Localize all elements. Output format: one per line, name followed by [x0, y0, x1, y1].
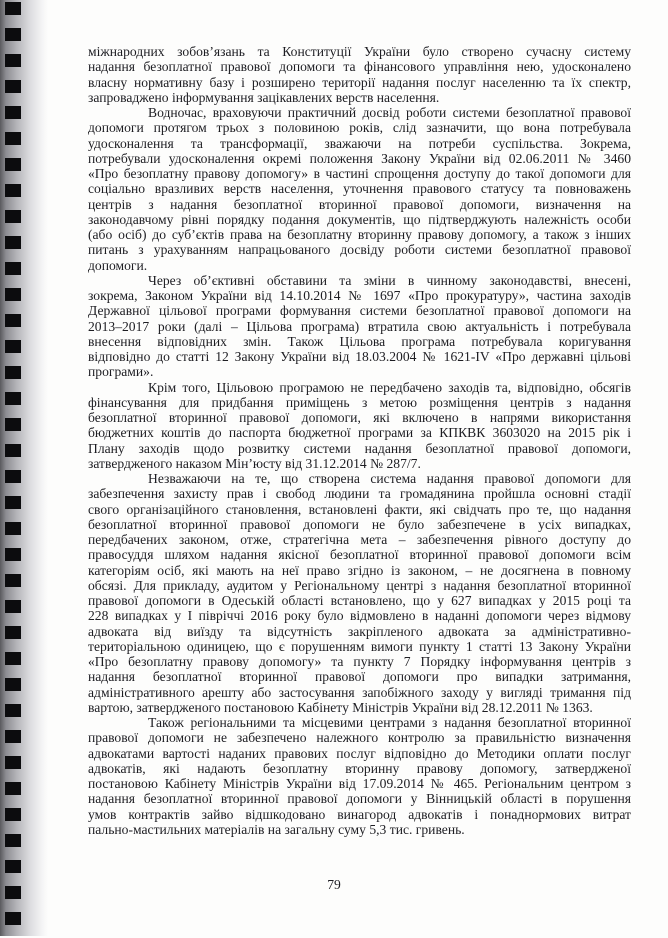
text-line: пально-мастильних матеріалів на загальну суму 5,3 тис. гривень.	[88, 821, 465, 837]
text-line: адвокатами вартості наданих правових послуг відповідно до Методики оплати послуг	[88, 745, 631, 761]
text-line: Плану заходів щодо розвитку системи надання безоплатної правової допомоги,	[88, 440, 631, 456]
text-line: безоплатної вторинної правової допомоги не було забезпечене в усіх випадках,	[88, 516, 631, 532]
text-line: адвоката від виїзду та відсутність закріпленого адвоката за адміністративно-	[88, 623, 631, 639]
text-line: Крім того, Цільовою програмою не передбачено заходів та, відповідно, обсягів	[148, 379, 631, 395]
paragraph	[88, 471, 631, 715]
text-line: затвердженого наказом Мін’юсту від 31.12.2014 № 287/7.	[88, 455, 421, 471]
text-line: допомоги.	[88, 257, 148, 273]
text-line: законодавчому рівні порядку подання документів, що підтверджують належність особи	[88, 211, 631, 227]
text-line: зокрема, Законом України від 14.10.2014 № 1697 «Про прокуратуру», частина заходів	[88, 288, 631, 303]
text-line: передбачених законом, отже, стратегічна мета – забезпечення рівного доступу до	[88, 532, 631, 547]
paragraph	[88, 715, 631, 837]
text-line: потребували удосконалення окремі положення Закону України від 02.06.2011 № 3460	[88, 150, 631, 166]
text-line: надання безоплатної правової допомоги та фінансового управління нею, удосконалено	[88, 59, 631, 75]
text-line: правової допомоги не забезпечено належного контролю за правильністю визначення	[88, 730, 631, 746]
text-line: відповідно до статті 12 Закону України від 18.03.2004 № 1621-IV «Про державні цільові	[88, 349, 631, 364]
paragraph	[88, 44, 631, 105]
text-line: постановою Кабінету Міністрів України від 17.09.2014 № 465. Регіональним центром з	[88, 776, 631, 791]
text-line: надання безоплатної вторинної правової допомоги у Вінницькій області в порушення	[88, 791, 631, 807]
text-line: правосуддя шляхом надання якісної безоплатної вторинної правової допомоги всім	[88, 547, 631, 563]
text-line: удосконалення та трансформації, зважаючи на потреби суспільства. Зокрема,	[88, 135, 631, 151]
text-line: міжнародних зобов’язань та Конституції України було створено сучасну систему	[88, 44, 631, 59]
text-line: 228 випадках у I півріччі 2016 року було відмовлено в наданні допомоги через відмову	[88, 608, 631, 624]
text-line: програми».	[88, 364, 154, 380]
text-line: допомоги протягом трьох з половиною років, слід зазначити, що вона потребувала	[88, 120, 631, 136]
text-line: внесення відповідних змін. Також Цільова програма потребувала коригування	[88, 333, 631, 349]
text-line: фінансування для придбання приміщень з метою розміщення центрів з надання	[88, 394, 631, 410]
text-line: умов контрактів зайво відшкодовано винагород адвокатів і понаднормових витрат	[88, 806, 631, 822]
text-line: запроваджено інформування зацікавлених верств населення.	[88, 89, 440, 105]
text-line: вартою, затвердженого постановою Кабінету Міністрів України від 28.12.2011 № 1363.	[88, 699, 593, 715]
text-line: Через об’єктивні обставини та зміни в чинному законодавстві, внесені,	[148, 272, 631, 288]
page-number: 79	[327, 877, 341, 892]
text-line: 2013–2017 роки (далі – Цільова програма) втратила свою актуальність і потребувала	[88, 318, 631, 334]
text-line: соціально вразливих верств населення, уточнення правового статусу та повноважень	[88, 181, 631, 197]
text-line: «Про безоплатну правову допомогу» та пункту 7 Порядку інформування центрів з	[88, 654, 631, 669]
text-line: обсязі. Для прикладу, аудитом у Регіональному центрі з надання безоплатної вторинної	[88, 577, 631, 593]
text-line: центрів з надання безоплатної вторинної правової допомоги, визначення на	[88, 196, 631, 212]
text-line: Незважаючи на те, що створена система надання правової допомоги для	[148, 471, 631, 486]
text-line: Водночас, враховуючи практичний досвід роботи системи безоплатної правової	[148, 105, 631, 120]
text-line: «Про безоплатну правову допомогу» в частині спрощення доступу до такої допомоги для	[88, 166, 631, 181]
scan-binding-strip	[0, 0, 48, 936]
text-line: правової допомоги в Одеській області встановлено, що у 627 випадках у 2015 році та	[88, 593, 631, 608]
binding-holes	[5, 2, 21, 938]
text-line: бюджетних коштів до паспорта бюджетної програми за КПКВК 3603020 на 2015 рік і	[88, 425, 631, 441]
text-line: адвокатів, які надають безоплатну вторинну правову допомогу, затвердженої	[88, 760, 631, 776]
text-line: (або осіб) до суб’єктів права на безоплатну вторинну правову допомогу, а також з інших	[88, 227, 631, 242]
document-body	[88, 44, 631, 837]
paragraph	[88, 380, 631, 472]
text-line: Державної цільової програми формування системи безоплатної правової допомоги на	[88, 303, 631, 319]
paragraph	[88, 105, 631, 273]
text-line: забезпечення захисту прав і свобод людини та громадянина пройшла основні стадії	[88, 486, 631, 502]
paragraph	[88, 273, 631, 380]
text-line: питань з урахуванням напрацьованого досвіду роботи системи безоплатної правової	[88, 242, 631, 258]
text-line: Також регіональними та місцевими центрами з надання безоплатної вторинної	[148, 715, 631, 730]
text-line: категоріям осіб, які мають на неї право згідно із законом, – не досягнена в повному	[88, 562, 631, 578]
text-line: територіальною одиницею, що є порушенням вимоги пункту 1 статті 13 Закону України	[88, 638, 631, 654]
text-line: свого організаційного становлення, встановлені факти, які свідчать про те, що надання	[88, 501, 631, 517]
text-line: безоплатної вторинної правової допомоги, які включено в напрями використання	[88, 410, 631, 425]
text-line: власну нормативну базу і розширено території надання послуг населенню та їх спектр,	[88, 74, 631, 90]
text-line: адміністративного арешту або застосування запобіжного заходу у вигляді тримання під	[88, 684, 631, 700]
text-line: надання безоплатної вторинної правової допомоги про випадки затримання,	[88, 669, 631, 685]
